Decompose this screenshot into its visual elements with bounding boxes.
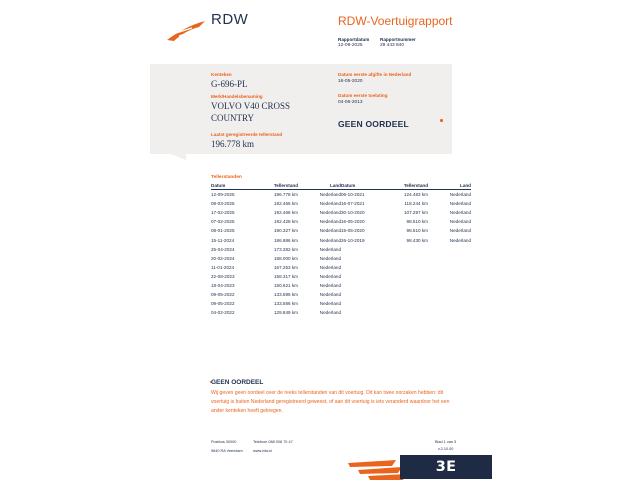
stamp-speed-stripes-icon xyxy=(346,455,408,481)
reading-country: Nederland xyxy=(319,192,341,198)
panel-notch xyxy=(150,146,186,160)
reading-km: 133.596 km xyxy=(273,292,298,298)
odometer-section-title: Tellerstanden xyxy=(211,175,242,180)
conclusion-line-1: Wij geven geen oordeel over de reeks tellerstanden van dit voertuig. Dit kan twee oorzaken hebben: dit xyxy=(211,390,444,396)
reading-date: 17-02-2025 xyxy=(211,210,235,216)
table-row xyxy=(211,226,341,235)
table-row xyxy=(211,245,341,254)
table-row xyxy=(341,208,471,217)
reading-date: 16-05-2020 xyxy=(341,219,365,225)
reading-km: 192.428 km xyxy=(273,219,298,225)
col-km-header: Tellerstand xyxy=(386,182,428,190)
reading-date: 06-10-2021 xyxy=(341,192,365,198)
table-row xyxy=(211,308,341,317)
reading-country: Nederland xyxy=(319,292,341,298)
reading-date: 15-05-2020 xyxy=(341,228,365,234)
reading-date: 04-02-2022 xyxy=(211,310,235,316)
footer-website: www.rdw.nl xyxy=(253,449,272,453)
reading-date: 30-10-2020 xyxy=(341,210,365,216)
reading-km: 190.327 km xyxy=(273,228,298,234)
first-admission-label: Datum eerste toelating xyxy=(338,93,388,98)
reading-date: 16-07-2021 xyxy=(341,201,365,207)
first-admission-nl-label: Datum eerste afgifte in Nederland xyxy=(338,72,412,77)
first-admission: 04-06-2013 xyxy=(338,100,363,105)
reading-date: 15-11-2024 xyxy=(211,237,235,243)
table-row xyxy=(341,199,471,208)
reading-date: 20-02-2024 xyxy=(211,255,235,261)
reading-km: 168.000 km xyxy=(273,255,298,261)
reading-country: Nederland xyxy=(449,201,471,207)
first-admission-nl: 16-05-2020 xyxy=(338,79,363,84)
make-line-2: COUNTRY xyxy=(211,113,255,123)
table-row xyxy=(341,226,471,235)
reading-km: 129.849 km xyxy=(273,310,298,316)
odometer-value: 196.778 km xyxy=(211,139,255,149)
make-line-1: VOLVO V40 CROSS xyxy=(211,101,291,111)
reading-date: 12-09-2025 xyxy=(211,192,235,198)
reading-country: Nederland xyxy=(319,228,341,234)
table-row xyxy=(211,272,341,281)
verdict-dot-icon xyxy=(440,119,443,122)
verdict-label: GEEN OORDEEL xyxy=(338,119,409,129)
plate-label: Kenteken xyxy=(211,72,232,77)
reading-km: 167.253 km xyxy=(273,264,298,270)
plate-value: G-696-PL xyxy=(211,79,248,89)
reading-country: Nederland xyxy=(319,201,341,207)
reading-km: 173.282 km xyxy=(273,246,298,252)
reading-country: Nederland xyxy=(319,310,341,316)
reading-km: 133.586 km xyxy=(273,301,298,307)
conclusion-text xyxy=(211,389,457,416)
vehicle-panel xyxy=(150,64,452,154)
reading-date: 22-08-2023 xyxy=(211,273,235,279)
table-row xyxy=(211,281,341,290)
reading-country: Nederland xyxy=(319,219,341,225)
col-date-header: Datum xyxy=(211,182,256,190)
reading-km: 192.466 km xyxy=(273,210,298,216)
table-row xyxy=(211,263,341,272)
reading-country: Nederland xyxy=(449,228,471,234)
table-row xyxy=(341,235,471,244)
odometer-table-right xyxy=(341,182,471,245)
table-row xyxy=(211,217,341,226)
conclusion-line-3: ander kenteken heeft gekregen. xyxy=(211,408,283,414)
reading-km: 118.244 km xyxy=(404,201,428,207)
footer-address-1: Postbus 30000 xyxy=(211,440,237,444)
table-row xyxy=(211,199,341,208)
reading-country: Nederland xyxy=(319,264,341,270)
table-row xyxy=(211,190,341,200)
report-title: RDW-Voertuigrapport xyxy=(338,14,453,28)
col-country-header: Land xyxy=(428,182,471,190)
footer-phone: Telefoon 088 008 70 47 xyxy=(253,440,293,444)
reading-country: Nederland xyxy=(449,192,471,198)
footer-version: v.2.10.00 xyxy=(438,447,454,451)
report-date-label: Rapportdatum xyxy=(338,37,370,42)
report-number-label: Rapportnummer xyxy=(380,37,416,42)
reading-km: 98.510 km xyxy=(406,228,428,234)
table-row xyxy=(341,217,471,226)
reading-country: Nederland xyxy=(319,246,341,252)
owner-stamp-badge: 3E EIGENAAR xyxy=(400,455,492,479)
reading-date: 09-05-2022 xyxy=(211,292,235,298)
reading-date: 09-05-2022 xyxy=(211,301,235,307)
reading-date: 25-04-2024 xyxy=(211,246,235,252)
footer-page: Blad 1 van 3 xyxy=(435,440,457,444)
reading-km: 150.621 km xyxy=(273,282,298,288)
reading-km: 196.778 km xyxy=(273,192,298,198)
conclusion-line-2: voertuig is buiten Nederland geregistreerd geweest, of aan dit voertuig is iets veranderd waardoor het een xyxy=(211,399,450,405)
reading-date: 08-03-2025 xyxy=(211,201,235,207)
report-number: 29 443 840 xyxy=(380,43,405,48)
reading-country: Nederland xyxy=(449,237,471,243)
reading-country: Nederland xyxy=(319,282,341,288)
reading-km: 124.483 km xyxy=(403,192,428,198)
col-date-header: Datum xyxy=(341,182,386,190)
reading-country: Nederland xyxy=(319,237,341,243)
footer-address-2: 9640 RA Veendam xyxy=(211,449,243,453)
brand-name: RDW xyxy=(211,11,249,28)
table-row xyxy=(211,208,341,217)
col-km-header: Tellerstand xyxy=(256,182,298,190)
reading-km: 107.297 km xyxy=(403,210,428,216)
reading-country: Nederland xyxy=(319,301,341,307)
table-row xyxy=(211,235,341,244)
odometer-table-left xyxy=(211,182,341,317)
reading-country: Nederland xyxy=(319,273,341,279)
reading-date: 26-10-2019 xyxy=(341,237,365,243)
odometer-label: Laatst geregistreerde tellerstand xyxy=(211,132,283,137)
reading-country: Nederland xyxy=(319,255,341,261)
reading-km: 186.886 km xyxy=(273,237,298,243)
reading-km: 98.430 km xyxy=(406,237,428,243)
reading-km: 98.510 km xyxy=(406,219,428,225)
reading-km: 192.466 km xyxy=(273,201,298,207)
reading-date: 08-01-2025 xyxy=(211,228,235,234)
report-date: 12-09-2025 xyxy=(338,43,363,48)
make-label: Merk/Handelsbenaming xyxy=(211,94,263,99)
table-row xyxy=(341,190,471,200)
table-row xyxy=(211,299,341,308)
reading-date: 07-02-2025 xyxy=(211,219,235,225)
reading-date: 11-01-2024 xyxy=(211,264,235,270)
table-row xyxy=(211,290,341,299)
reading-km: 158.317 km xyxy=(273,273,298,279)
conclusion-title: GEEN OORDEEL xyxy=(211,379,264,386)
col-country-header: Land xyxy=(298,182,341,190)
reading-country: Nederland xyxy=(319,210,341,216)
reading-country: Nederland xyxy=(449,219,471,225)
rdw-logo-icon xyxy=(166,20,206,42)
reading-country: Nederland xyxy=(449,210,471,216)
table-row xyxy=(211,254,341,263)
reading-date: 18-04-2023 xyxy=(211,282,235,288)
